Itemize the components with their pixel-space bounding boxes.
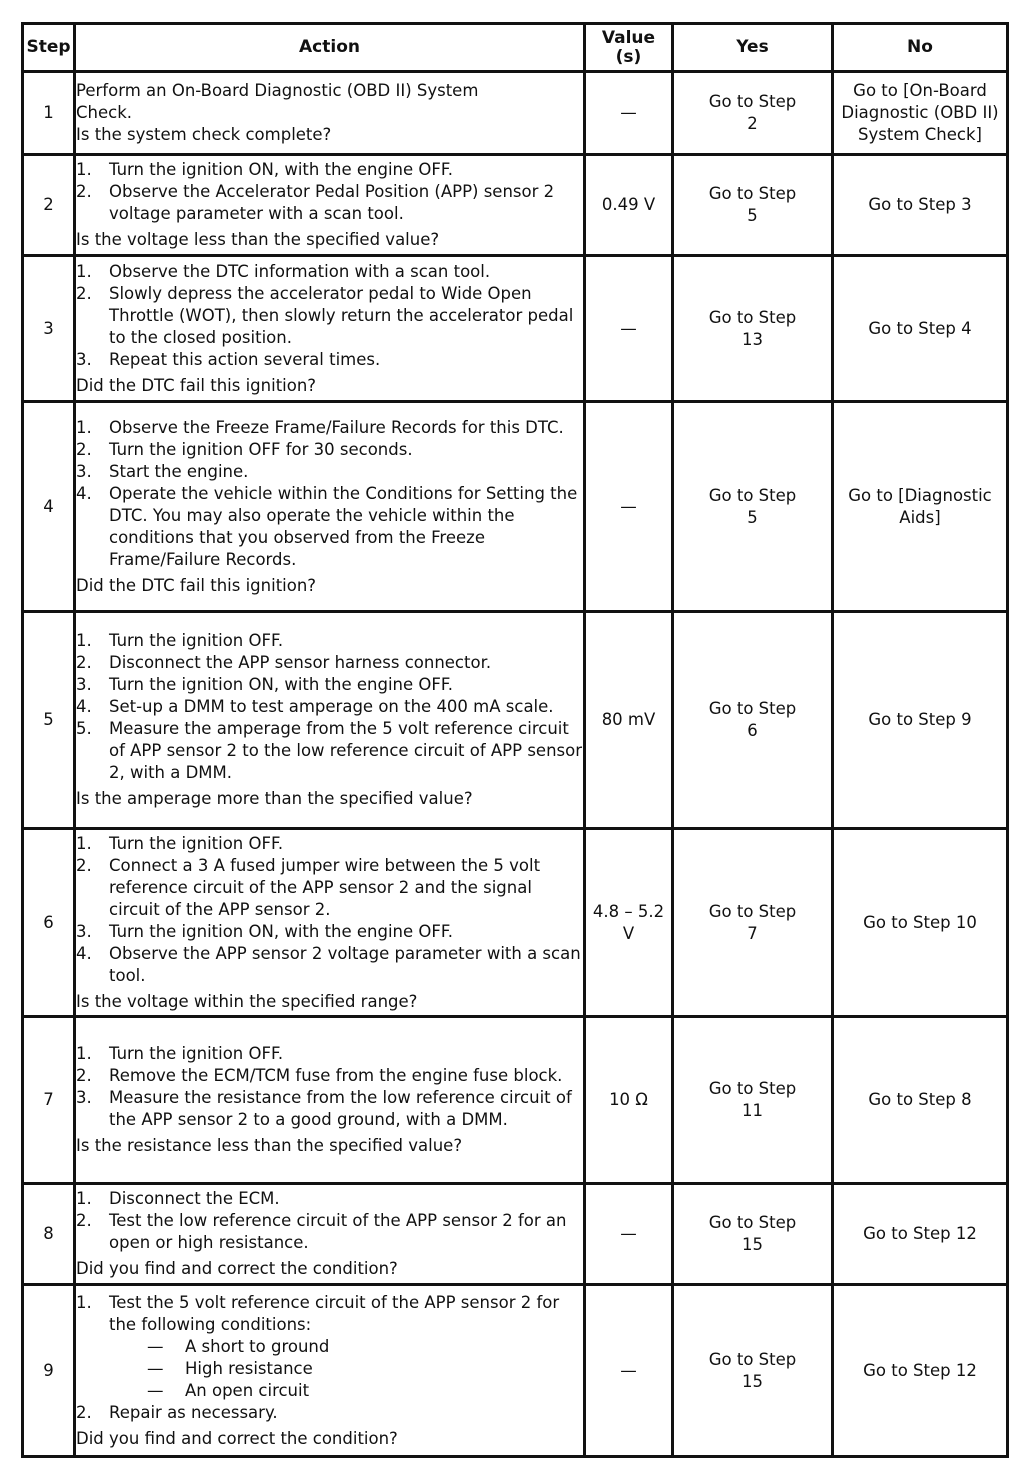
- yes-cell: [673, 155, 833, 256]
- diagnostic-table: [21, 22, 1009, 1458]
- action-item-body: [109, 652, 583, 674]
- action-item: [76, 283, 583, 349]
- step-number: 6: [23, 829, 75, 1017]
- action-item-number: 4.: [76, 483, 92, 503]
- action-item-text: Observe the Accelerator Pedal Position (APP) sensor 2 voltage parameter with a scan tool.: [109, 182, 555, 223]
- action-cell: [75, 256, 585, 402]
- action-item-number: 4.: [76, 697, 92, 716]
- action-item-body: [109, 1188, 583, 1210]
- action-item: [76, 417, 583, 439]
- action-item-body: [109, 718, 583, 784]
- yes-line: 15: [742, 1371, 763, 1391]
- action-item-number: 2.: [76, 653, 92, 672]
- action-question: Did you find and correct the condition?: [76, 1259, 398, 1278]
- action-list: [76, 833, 583, 987]
- condition-item: [147, 1380, 583, 1402]
- action-item-text: Turn the ignition ON, with the engine OFF.: [109, 675, 453, 694]
- no-line: Go to Step 4: [868, 318, 972, 338]
- action-cell: [75, 1285, 585, 1457]
- header-yes: Yes: [673, 24, 833, 72]
- action-item-body: [109, 1292, 583, 1402]
- action-cell: [75, 1184, 585, 1285]
- action-item-text: Operate the vehicle within the Conditions for Setting the DTC. You may also operate the vehicle within the conditions that you observed from the Freeze Frame/Failure Records.: [109, 483, 578, 569]
- table-row: [23, 402, 1008, 612]
- table-row: [23, 72, 1008, 155]
- no-line: Go to Step 3: [868, 195, 972, 214]
- action-item-number: 2.: [76, 1211, 92, 1230]
- action-question: Is the voltage less than the specified value?: [76, 230, 440, 249]
- action-item-body: [109, 674, 583, 696]
- action-item: [76, 483, 583, 571]
- condition-text: High resistance: [185, 1358, 313, 1378]
- no-line: Go to Step 9: [868, 710, 972, 729]
- action-list: [76, 630, 583, 784]
- action-item-text: Turn the ignition ON, with the engine OFF.: [109, 160, 453, 179]
- action-item-number: 5.: [76, 719, 92, 738]
- action-item: [76, 1065, 583, 1087]
- action-item-body: [109, 1043, 583, 1065]
- action-item-number: 1.: [76, 261, 92, 281]
- value-cell: 80 mV: [585, 612, 673, 829]
- action-item-text: Slowly depress the accelerator pedal to Wide Open Throttle (WOT), then slowly return the accelerator pedal to the closed position.: [109, 283, 574, 347]
- action-item: [76, 159, 583, 181]
- yes-cell: [673, 1017, 833, 1184]
- action-item-number: 4.: [76, 943, 92, 963]
- action-item-text: Start the engine.: [109, 461, 249, 481]
- action-item-body: [109, 349, 583, 371]
- header-no: No: [833, 24, 1008, 72]
- action-item-text: Turn the ignition OFF.: [109, 1044, 284, 1063]
- header-row: [23, 24, 1008, 72]
- action-item: [76, 1087, 583, 1131]
- yes-line: Go to Step: [708, 1213, 797, 1232]
- no-line: Go to [On-Board: [853, 81, 987, 100]
- action-item-number: 1.: [76, 1189, 92, 1208]
- action-item-number: 2.: [76, 439, 92, 459]
- action-question: Is the voltage within the specified range?: [76, 991, 418, 1011]
- action-item-text: Disconnect the ECM.: [109, 1189, 280, 1208]
- yes-line: Go to Step: [708, 1349, 797, 1369]
- no-cell: [833, 72, 1008, 155]
- yes-line: 11: [742, 1101, 763, 1120]
- table-body: [23, 72, 1008, 1457]
- yes-line: Go to Step: [708, 1079, 797, 1098]
- action-item-number: 3.: [76, 675, 92, 694]
- action-item: [76, 943, 583, 987]
- action-item-body: [109, 439, 583, 461]
- action-item-body: [109, 1402, 583, 1424]
- no-cell: [833, 829, 1008, 1017]
- step-number: 5: [23, 612, 75, 829]
- action-item: [76, 461, 583, 483]
- action-cell: [75, 155, 585, 256]
- table-row: [23, 155, 1008, 256]
- table-row: [23, 1285, 1008, 1457]
- no-line: Go to [Diagnostic: [848, 485, 992, 505]
- header-value-line1: Value: [601, 27, 656, 48]
- action-item: [76, 1043, 583, 1065]
- action-item: [76, 1188, 583, 1210]
- action-item-body: [109, 261, 583, 283]
- action-item-text: Repeat this action several times.: [109, 349, 381, 369]
- value-cell: —: [585, 1285, 673, 1457]
- table-row: [23, 612, 1008, 829]
- action-item-text: Set-up a DMM to test amperage on the 400 mA scale.: [109, 697, 554, 716]
- action-question: Is the amperage more than the specified value?: [76, 789, 473, 808]
- value-cell: —: [585, 256, 673, 402]
- action-question: Did you find and correct the condition?: [76, 1428, 398, 1448]
- action-item-number: 1.: [76, 1044, 92, 1063]
- action-item: [76, 1402, 583, 1424]
- action-item: [76, 855, 583, 921]
- yes-line: 7: [747, 923, 758, 943]
- action-list: [76, 1292, 583, 1424]
- action-list: [76, 1188, 583, 1254]
- action-question: Is the system check complete?: [76, 125, 332, 144]
- action-list: [76, 261, 583, 371]
- action-item: [76, 439, 583, 461]
- condition-item: [147, 1358, 583, 1380]
- step-number: 8: [23, 1184, 75, 1285]
- action-item-text: Observe the APP sensor 2 voltage parameter with a scan tool.: [109, 943, 581, 985]
- yes-cell: [673, 256, 833, 402]
- yes-cell: [673, 612, 833, 829]
- action-item-number: 2.: [76, 283, 92, 303]
- action-item-body: [109, 461, 583, 483]
- action-item-body: [109, 833, 583, 855]
- condition-text: An open circuit: [185, 1380, 310, 1400]
- dash-icon: —: [147, 1358, 164, 1378]
- step-number: 2: [23, 155, 75, 256]
- action-item-text: Repair as necessary.: [109, 1402, 278, 1422]
- dash-icon: —: [147, 1380, 164, 1400]
- action-item: [76, 349, 583, 371]
- action-question: Is the resistance less than the specified value?: [76, 1136, 463, 1155]
- action-item-body: [109, 1087, 583, 1131]
- action-item-number: 3.: [76, 921, 92, 941]
- action-item-body: [109, 943, 583, 987]
- step-number: 3: [23, 256, 75, 402]
- action-item-body: [109, 1210, 583, 1254]
- action-item-body: [109, 1065, 583, 1087]
- yes-line: 13: [742, 329, 763, 349]
- condition-list: [109, 1336, 583, 1402]
- value-cell: 0.49 V: [585, 155, 673, 256]
- value-cell: 4.8 – 5.2 V: [585, 829, 673, 1017]
- yes-cell: [673, 1285, 833, 1457]
- action-item-number: 3.: [76, 1088, 92, 1107]
- value-cell: —: [585, 1184, 673, 1285]
- action-item: [76, 1292, 583, 1402]
- yes-line: Go to Step: [708, 699, 797, 718]
- action-item-body: [109, 630, 583, 652]
- yes-line: 2: [747, 114, 758, 133]
- action-item-number: 1.: [76, 160, 92, 179]
- action-item-text: Turn the ignition ON, with the engine OFF.: [109, 921, 453, 941]
- no-line: System Check]: [858, 125, 982, 144]
- yes-cell: [673, 829, 833, 1017]
- action-item: [76, 181, 583, 225]
- no-line: Go to Step 8: [868, 1090, 972, 1109]
- condition-text: A short to ground: [185, 1336, 330, 1356]
- action-item: [76, 696, 583, 718]
- action-item-number: 1.: [76, 833, 92, 853]
- yes-line: Go to Step: [708, 901, 797, 921]
- action-item: [76, 652, 583, 674]
- action-item-number: 2.: [76, 1066, 92, 1085]
- no-cell: [833, 612, 1008, 829]
- action-item-number: 1.: [76, 631, 92, 650]
- action-item-body: [109, 921, 583, 943]
- action-item-text: Measure the amperage from the 5 volt reference circuit of APP sensor 2 to the low reference circuit of APP sensor 2, with a DMM.: [109, 719, 582, 782]
- action-item-text: Observe the DTC information with a scan tool.: [109, 261, 491, 281]
- action-cell: [75, 402, 585, 612]
- yes-line: Go to Step: [708, 485, 797, 505]
- action-item-text: Disconnect the APP sensor harness connector.: [109, 653, 492, 672]
- action-item-text: Test the 5 volt reference circuit of the APP sensor 2 for the following conditions:: [109, 1292, 560, 1334]
- dash-icon: —: [147, 1336, 164, 1356]
- yes-line: 6: [747, 721, 758, 740]
- no-cell: [833, 1184, 1008, 1285]
- header-value: [585, 24, 673, 72]
- action-list: [76, 1043, 583, 1131]
- table-row: [23, 1017, 1008, 1184]
- action-item-body: [109, 855, 583, 921]
- action-list: [76, 159, 583, 225]
- action-item-number: 3.: [76, 349, 92, 369]
- action-item-text: Connect a 3 A fused jumper wire between the 5 volt reference circuit of the APP sensor 2 and the signal circuit of the APP sensor 2.: [109, 855, 541, 919]
- value-cell: —: [585, 402, 673, 612]
- action-item: [76, 261, 583, 283]
- step-number: 9: [23, 1285, 75, 1457]
- action-item: [76, 1210, 583, 1254]
- action-item: [76, 630, 583, 652]
- yes-cell: [673, 402, 833, 612]
- no-line: Go to Step 10: [863, 912, 977, 932]
- step-number: 7: [23, 1017, 75, 1184]
- table-row: [23, 829, 1008, 1017]
- action-cell: [75, 72, 585, 155]
- action-question: Did the DTC fail this ignition?: [76, 375, 317, 395]
- no-cell: [833, 1285, 1008, 1457]
- action-item-number: 2.: [76, 855, 92, 875]
- action-item-body: [109, 283, 583, 349]
- action-item-number: 2.: [76, 1402, 92, 1422]
- no-cell: [833, 155, 1008, 256]
- step-number: 4: [23, 402, 75, 612]
- action-line: Check.: [76, 103, 133, 122]
- yes-line: Go to Step: [708, 184, 797, 203]
- no-line: Go to Step 12: [863, 1224, 977, 1243]
- header-step: Step: [23, 24, 75, 72]
- action-question: Did the DTC fail this ignition?: [76, 575, 317, 595]
- action-item-body: [109, 181, 583, 225]
- value-cell: —: [585, 72, 673, 155]
- no-cell: [833, 402, 1008, 612]
- yes-line: 5: [747, 507, 758, 527]
- action-item: [76, 833, 583, 855]
- action-item-text: Remove the ECM/TCM fuse from the engine fuse block.: [109, 1066, 563, 1085]
- no-line: Go to Step 12: [863, 1360, 977, 1380]
- no-line: Aids]: [899, 507, 941, 527]
- step-number: 1: [23, 72, 75, 155]
- table-row: [23, 1184, 1008, 1285]
- action-item-body: [109, 417, 583, 439]
- action-item-number: 1.: [76, 417, 92, 437]
- condition-item: [147, 1336, 583, 1358]
- action-item-text: Observe the Freeze Frame/Failure Records for this DTC.: [109, 417, 564, 437]
- action-cell: [75, 1017, 585, 1184]
- yes-cell: [673, 72, 833, 155]
- action-list: [76, 417, 583, 571]
- action-item: [76, 921, 583, 943]
- value-cell: 10 Ω: [585, 1017, 673, 1184]
- action-item-number: 1.: [76, 1292, 92, 1312]
- action-item-text: Test the low reference circuit of the APP sensor 2 for an open or high resistance.: [109, 1211, 567, 1252]
- action-item: [76, 674, 583, 696]
- yes-line: Go to Step: [708, 92, 797, 111]
- action-item-text: Turn the ignition OFF for 30 seconds.: [109, 439, 413, 459]
- no-line: Diagnostic (OBD II): [841, 103, 999, 122]
- yes-line: Go to Step: [708, 307, 797, 327]
- yes-line: 15: [742, 1235, 763, 1254]
- action-cell: [75, 829, 585, 1017]
- action-item-body: [109, 696, 583, 718]
- action-item-body: [109, 159, 583, 181]
- action-item-text: Turn the ignition OFF.: [109, 631, 284, 650]
- action-item: [76, 718, 583, 784]
- action-item-number: 2.: [76, 182, 92, 201]
- no-cell: [833, 256, 1008, 402]
- action-line: Perform an On-Board Diagnostic (OBD II) System: [76, 81, 479, 100]
- header-value-line2: (s): [615, 46, 642, 67]
- table-row: [23, 256, 1008, 402]
- header-action: Action: [75, 24, 585, 72]
- yes-line: 5: [747, 206, 758, 225]
- action-item-body: [109, 483, 583, 571]
- no-cell: [833, 1017, 1008, 1184]
- action-cell: [75, 612, 585, 829]
- action-item-text: Turn the ignition OFF.: [109, 833, 284, 853]
- yes-cell: [673, 1184, 833, 1285]
- action-item-number: 3.: [76, 461, 92, 481]
- action-item-text: Measure the resistance from the low reference circuit of the APP sensor 2 to a good ground, with a DMM.: [109, 1088, 572, 1129]
